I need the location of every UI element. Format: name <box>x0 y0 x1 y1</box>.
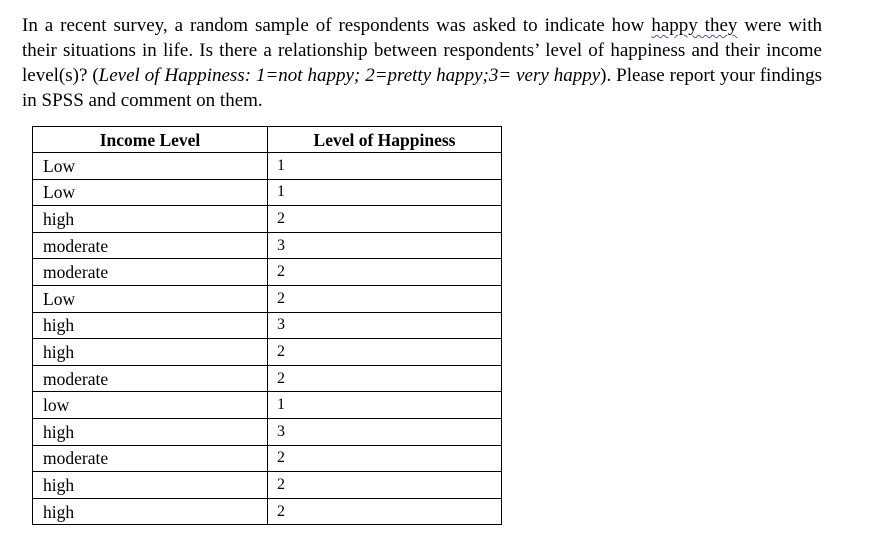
happiness-cell: 2 <box>268 206 502 233</box>
happiness-cell: 2 <box>268 472 502 499</box>
question-part-1: In a recent survey, a random sample of respondents was asked to indicate how <box>22 15 652 36</box>
question-part-2: were with their situations in life. Is there a relationship between respondents’ level of happiness and their income level(s)? ( <box>22 15 822 86</box>
table-header-row <box>33 127 502 153</box>
happiness-cell: 3 <box>268 418 502 445</box>
table-row <box>33 179 502 206</box>
table-row <box>33 259 502 286</box>
table-row <box>33 392 502 419</box>
table-row <box>33 472 502 499</box>
happiness-cell: 2 <box>268 259 502 286</box>
income-cell: Low <box>33 179 268 206</box>
table-row <box>33 339 502 366</box>
income-cell: high <box>33 339 268 366</box>
table-row <box>33 312 502 339</box>
income-cell: high <box>33 312 268 339</box>
table-row <box>33 445 502 472</box>
table-row <box>33 153 502 180</box>
income-cell: high <box>33 206 268 233</box>
happiness-cell: 1 <box>268 179 502 206</box>
table-row <box>33 206 502 233</box>
happiness-level-header: Level of Happiness <box>268 127 502 153</box>
income-level-header: Income Level <box>33 127 268 153</box>
happiness-cell: 1 <box>268 153 502 180</box>
table-row <box>33 498 502 525</box>
table-row <box>33 285 502 312</box>
happiness-scale-definition: Level of Happiness: 1=not happy; 2=pretty happy;3= very happy <box>98 65 601 86</box>
income-cell: high <box>33 472 268 499</box>
income-cell: moderate <box>33 365 268 392</box>
question-part-3: ). Please report your findings in SPSS and comment on them. <box>22 65 822 111</box>
happiness-cell: 2 <box>268 365 502 392</box>
table-row <box>33 418 502 445</box>
income-cell: low <box>33 392 268 419</box>
income-cell: moderate <box>33 259 268 286</box>
income-cell: high <box>33 498 268 525</box>
income-cell: moderate <box>33 232 268 259</box>
happiness-cell: 3 <box>268 312 502 339</box>
income-cell: high <box>33 418 268 445</box>
happiness-cell: 1 <box>268 392 502 419</box>
spellcheck-underlined-text: happy they <box>651 15 738 36</box>
income-cell: Low <box>33 153 268 180</box>
question-text <box>22 13 822 113</box>
income-cell: moderate <box>33 445 268 472</box>
table-row <box>33 232 502 259</box>
happiness-cell: 2 <box>268 285 502 312</box>
income-cell: Low <box>33 285 268 312</box>
happiness-cell: 2 <box>268 498 502 525</box>
table-row <box>33 365 502 392</box>
happiness-cell: 2 <box>268 339 502 366</box>
happiness-cell: 2 <box>268 445 502 472</box>
happiness-cell: 3 <box>268 232 502 259</box>
survey-data-table <box>32 126 502 525</box>
